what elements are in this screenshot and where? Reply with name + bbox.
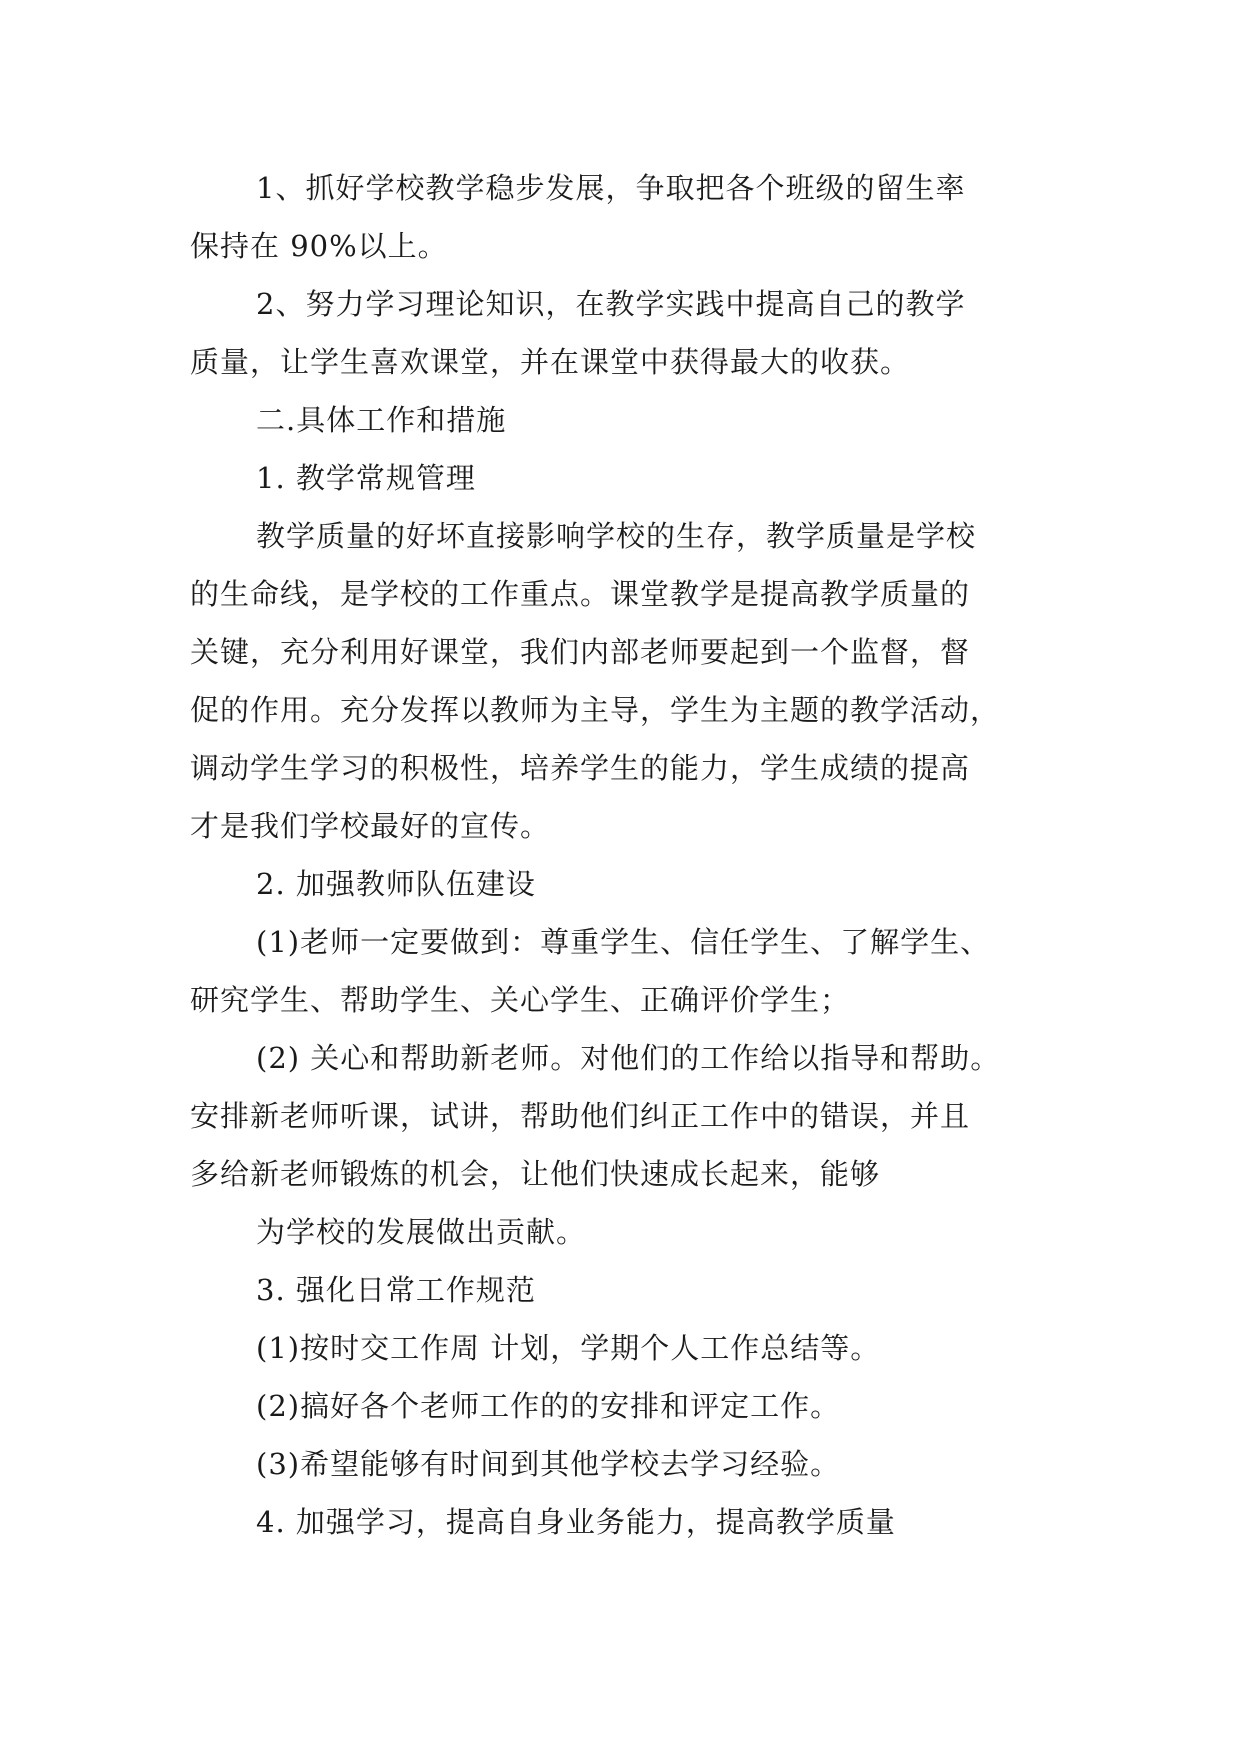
- paragraph-line: 质量，让学生喜欢课堂，并在课堂中获得最大的收获。: [190, 345, 911, 379]
- subsection-heading: 1. 教学常规管理: [256, 461, 476, 495]
- paragraph-line: 调动学生学习的积极性，培养学生的能力，学生成绩的提高: [190, 751, 971, 785]
- paragraph-line: 关键，充分利用好课堂，我们内部老师要起到一个监督，督: [190, 635, 971, 669]
- paragraph-line: 2、努力学习理论知识，在教学实践中提高自己的教学: [256, 287, 966, 321]
- paragraph-line: 多给新老师锻炼的机会，让他们快速成长起来，能够: [190, 1157, 881, 1191]
- paragraph-line: 为学校的发展做出贡献。: [256, 1215, 587, 1249]
- subsection-heading: 3. 强化日常工作规范: [256, 1273, 536, 1307]
- document-body: [190, 159, 1090, 1551]
- section-heading: 二.具体工作和措施: [256, 403, 507, 437]
- list-item: (3)希望能够有时间到其他学校去学习经验。: [256, 1447, 841, 1481]
- list-item: (1)按时交工作周 计划，学期个人工作总结等。: [256, 1331, 881, 1365]
- subsection-heading: 4. 加强学习，提高自身业务能力，提高教学质量: [256, 1505, 896, 1539]
- subsection-heading: 2. 加强教师队伍建设: [256, 867, 536, 901]
- paragraph-line: 研究学生、帮助学生、关心学生、正确评价学生；: [190, 983, 851, 1017]
- paragraph-line: 促的作用。充分发挥以教师为主导，学生为主题的教学活动，: [190, 693, 1001, 727]
- paragraph-line: 的生命线，是学校的工作重点。课堂教学是提高教学质量的: [190, 577, 971, 611]
- paragraph-line: 安排新老师听课，试讲，帮助他们纠正工作中的错误，并且: [190, 1099, 971, 1133]
- paragraph-line: 教学质量的好坏直接影响学校的生存，教学质量是学校: [256, 519, 977, 553]
- paragraph-line: 1、抓好学校教学稳步发展，争取把各个班级的留生率: [256, 171, 966, 205]
- list-item: (2)搞好各个老师工作的的安排和评定工作。: [256, 1389, 841, 1423]
- paragraph-line: (2) 关心和帮助新老师。对他们的工作给以指导和帮助。: [256, 1041, 1001, 1075]
- paragraph-line: (1)老师一定要做到：尊重学生、信任学生、了解学生、: [256, 925, 991, 959]
- paragraph-line: 保持在 90%以上。: [190, 229, 448, 263]
- paragraph-line: 才是我们学校最好的宣传。: [190, 809, 551, 843]
